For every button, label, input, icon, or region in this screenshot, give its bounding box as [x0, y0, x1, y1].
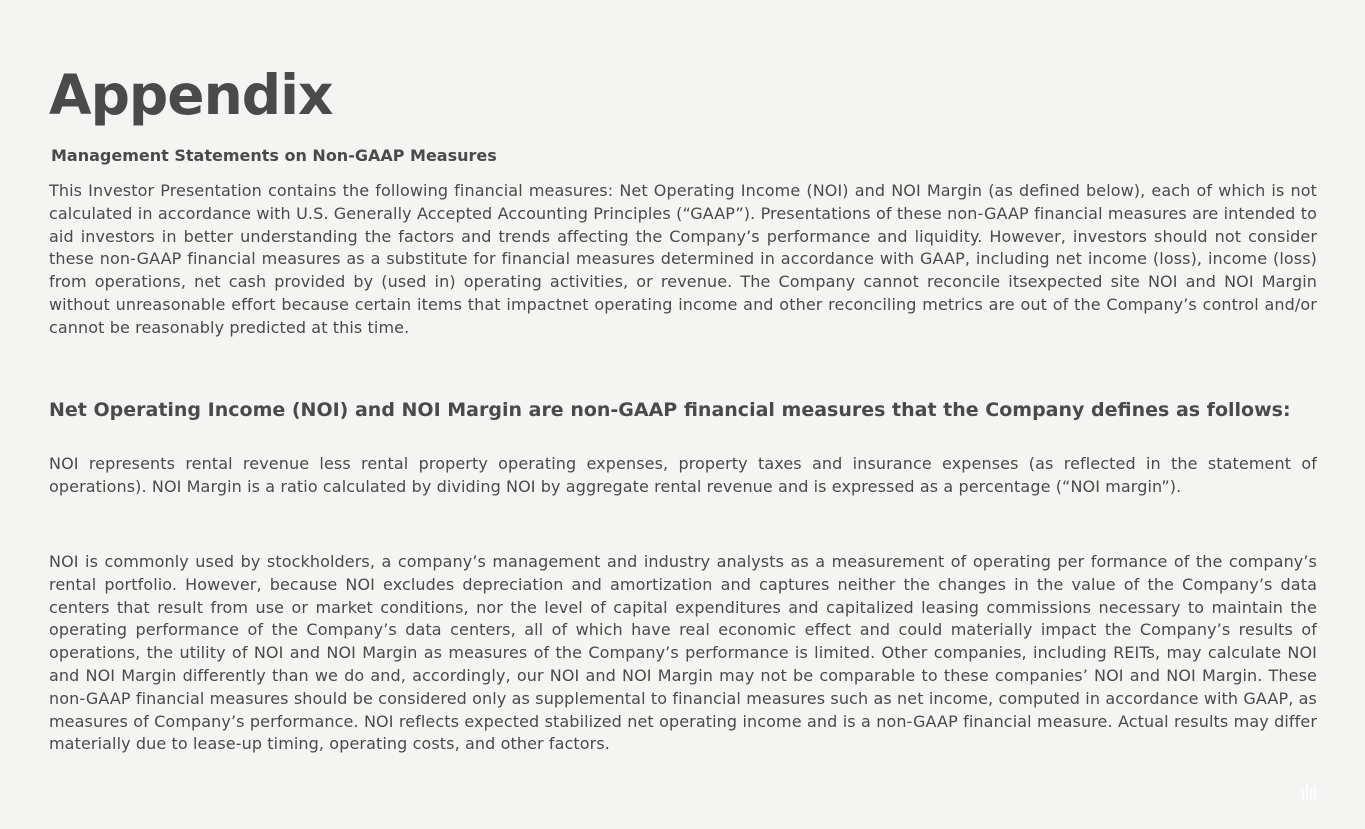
page-title: Appendix	[49, 63, 333, 127]
section-heading: Net Operating Income (NOI) and NOI Margin are non-GAAP financial measures that the Company defines as follows:	[49, 399, 1291, 421]
noi-definition-paragraph: NOI represents rental revenue less rental property operating expenses, property taxes and insurance expenses (as reflected in the statement of operations). NOI Margin is a ratio calculated by dividing NOI by aggregate rental revenue and is expressed as a percentage (“NOI margin”).	[49, 454, 1317, 496]
page-subtitle: Management Statements on Non-GAAP Measures	[51, 146, 497, 165]
brand-logo-icon	[1302, 784, 1316, 800]
intro-paragraph: This Investor Presentation contains the following financial measures: Net Operating Income (NOI) and NOI Margin (as defined below), each of which is not calculated in accordance with U.S. Generally Accepted Accounting Principles (“GAAP”). Presentations of these non-GAAP financial measures are intended to aid investors in better understanding the factors and trends affecting the Company’s performance and liquidity. However, investors should not consider these non-GAAP financial measures as a substitute for financial measures determined in accordance with GAAP, including net income (loss), income (loss) from operations, net cash provided by (used in) operating activities, or revenue. The Company cannot reconcile itsexpected site NOI and NOI Margin without unreasonable effort because certain items that impactnet operating income and other reconciling metrics are out of the Company’s control and/or cannot be reasonably predicted at this time.	[49, 181, 1317, 337]
noi-usage-paragraph: NOI is commonly used by stockholders, a company’s management and industry analysts as a measurement of operating per formance of the company’s rental portfolio. However, because NOI excludes depreciation and amortization and captures neither the changes in the value of the Company’s data centers that result from use or market conditions, nor the level of capital expenditures and capitalized leasing commissions necessary to maintain the operating performance of the Company’s data centers, all of which have real economic effect and could materially impact the Company’s results of operations, the utility of NOI and NOI Margin as measures of the Company’s performance is limited. Other companies, including REITs, may calculate NOI and NOI Margin differently than we do and, accordingly, our NOI and NOI Margin may not be comparable to these companies’ NOI and NOI Margin. These non-GAAP financial measures should be considered only as supplemental to financial measures such as net income, computed in accordance with GAAP, as measures of Company’s performance. NOI reflects expected stabilized net operating income and is a non-GAAP financial measure. Actual results may differ materially due to lease-up timing, operating costs, and other factors.	[49, 552, 1317, 754]
